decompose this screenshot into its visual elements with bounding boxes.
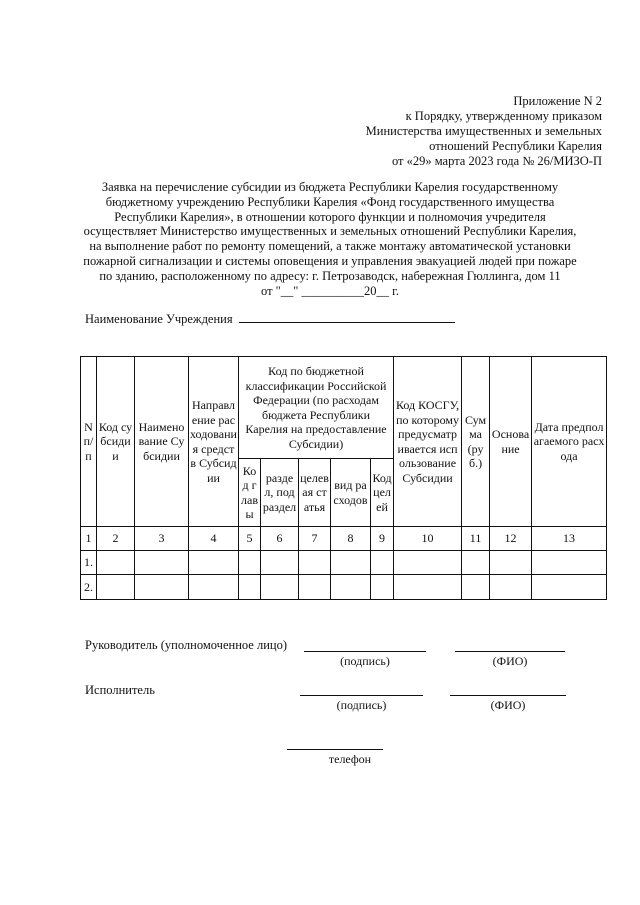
appendix-line: от «29» марта 2023 года № 26/МИЗО-П xyxy=(391,154,602,168)
col-number: 9 xyxy=(371,527,394,551)
title-line: осуществляет Министерство имущественных и земельных отношений Республики Карелия, xyxy=(83,224,577,239)
row-number: 1. xyxy=(81,551,97,575)
title-line: на выполнение работ по ремонту помещений, а также монтажу автоматической установки xyxy=(89,239,571,254)
header-amount: Сумма (руб.) xyxy=(462,357,490,527)
table-cell[interactable] xyxy=(299,551,331,575)
table-cell[interactable] xyxy=(462,551,490,575)
title-line: по зданию, расположенному по адресу: г. Петрозаводск, набережная Гюллинга, дом 11 xyxy=(99,268,561,283)
executor-name-field[interactable] xyxy=(450,695,566,696)
col-number: 6 xyxy=(261,527,299,551)
table-cell[interactable] xyxy=(135,575,189,600)
appendix-line: Приложение N 2 xyxy=(513,94,602,108)
header-expense-type: вид расходов xyxy=(331,459,371,527)
header-purpose-code: Код целей xyxy=(371,459,394,527)
table-row xyxy=(81,551,607,575)
table-cell[interactable] xyxy=(261,575,299,600)
subsidy-table xyxy=(80,356,607,600)
header-date: Дата предполагаемого расхода xyxy=(532,357,607,527)
table-cell[interactable] xyxy=(239,575,261,600)
col-number: 12 xyxy=(490,527,532,551)
institution-field[interactable] xyxy=(239,312,455,323)
table-cell[interactable] xyxy=(331,575,371,600)
table-cell[interactable] xyxy=(371,551,394,575)
table-cell[interactable] xyxy=(394,575,462,600)
header-chapter-code: Код главы xyxy=(239,459,261,527)
table-cell[interactable] xyxy=(261,551,299,575)
title-date-line: от "__" __________20__ г. xyxy=(261,283,399,298)
appendix-line: к Порядку, утвержденному приказом xyxy=(405,109,602,123)
document-title xyxy=(70,180,590,298)
head-label: Руководитель (уполномоченное лицо) xyxy=(85,638,288,652)
header-section: раздел, подраздел xyxy=(261,459,299,527)
header-subsidy-code: Код субсидии xyxy=(97,357,135,527)
table-cell[interactable] xyxy=(239,551,261,575)
table-cell[interactable] xyxy=(532,551,607,575)
col-number: 4 xyxy=(189,527,239,551)
table-cell[interactable] xyxy=(97,551,135,575)
header-subsidy-name: Наименование Субсидии xyxy=(135,357,189,527)
head-signature-field[interactable] xyxy=(304,651,426,652)
col-number: 8 xyxy=(331,527,371,551)
header-budget-classification: Код по бюджетной классификации Российской Федерации (по расходам бюджета Республики Карелия на предоставление Субсидии) xyxy=(239,357,394,459)
institution-label: Наименование Учреждения xyxy=(85,312,233,326)
institution-row xyxy=(85,312,455,327)
executor-name-caption: (ФИО) xyxy=(490,698,526,712)
table-cell[interactable] xyxy=(394,551,462,575)
table-cell[interactable] xyxy=(532,575,607,600)
header-kosgu: Код КОСГУ, по которому предусматривается использование Субсидии xyxy=(394,357,462,527)
table-cell[interactable] xyxy=(490,551,532,575)
table-cell[interactable] xyxy=(371,575,394,600)
header-num: N п/п xyxy=(81,357,97,527)
table-cell[interactable] xyxy=(135,551,189,575)
phone-caption: телефон xyxy=(328,752,372,766)
phone-field[interactable] xyxy=(287,749,383,750)
appendix-line: Министерства имущественных и земельных xyxy=(365,124,602,138)
col-number: 10 xyxy=(394,527,462,551)
col-number: 7 xyxy=(299,527,331,551)
table-row xyxy=(81,575,607,600)
col-number: 5 xyxy=(239,527,261,551)
col-number: 1 xyxy=(81,527,97,551)
executor-signature-caption: (подпись) xyxy=(336,698,387,712)
executor-signature-field[interactable] xyxy=(300,695,423,696)
table-cell[interactable] xyxy=(189,575,239,600)
appendix-block xyxy=(366,94,602,169)
row-number: 2. xyxy=(81,575,97,600)
table-cell[interactable] xyxy=(189,551,239,575)
col-number: 13 xyxy=(532,527,607,551)
col-number: 11 xyxy=(462,527,490,551)
title-line: Республики Карелия», в отношении которого функции и полномочия учредителя xyxy=(114,209,546,224)
column-number-row xyxy=(81,527,607,551)
col-number: 3 xyxy=(135,527,189,551)
head-name-field[interactable] xyxy=(455,651,565,652)
header-basis: Основание xyxy=(490,357,532,527)
col-number: 2 xyxy=(97,527,135,551)
table-cell[interactable] xyxy=(97,575,135,600)
appendix-line: отношений Республики Карелия xyxy=(429,139,602,153)
title-line: пожарной сигнализации и системы оповещения и управления эвакуацией людей при пожаре xyxy=(83,253,577,268)
table-cell[interactable] xyxy=(462,575,490,600)
table-cell[interactable] xyxy=(299,575,331,600)
table-cell[interactable] xyxy=(490,575,532,600)
header-direction: Направление расходования средств Субсидии xyxy=(189,357,239,527)
head-signature-caption: (подпись) xyxy=(340,654,390,668)
title-line: Заявка на перечисление субсидии из бюджета Республики Карелия государственному xyxy=(101,180,559,194)
title-line: бюджетному учреждению Республики Карелия «Фонд государственного имущества xyxy=(105,194,555,209)
header-target-article: целевая статья xyxy=(299,459,331,527)
executor-label: Исполнитель xyxy=(85,683,155,697)
table-cell[interactable] xyxy=(331,551,371,575)
head-name-caption: (ФИО) xyxy=(492,654,528,668)
